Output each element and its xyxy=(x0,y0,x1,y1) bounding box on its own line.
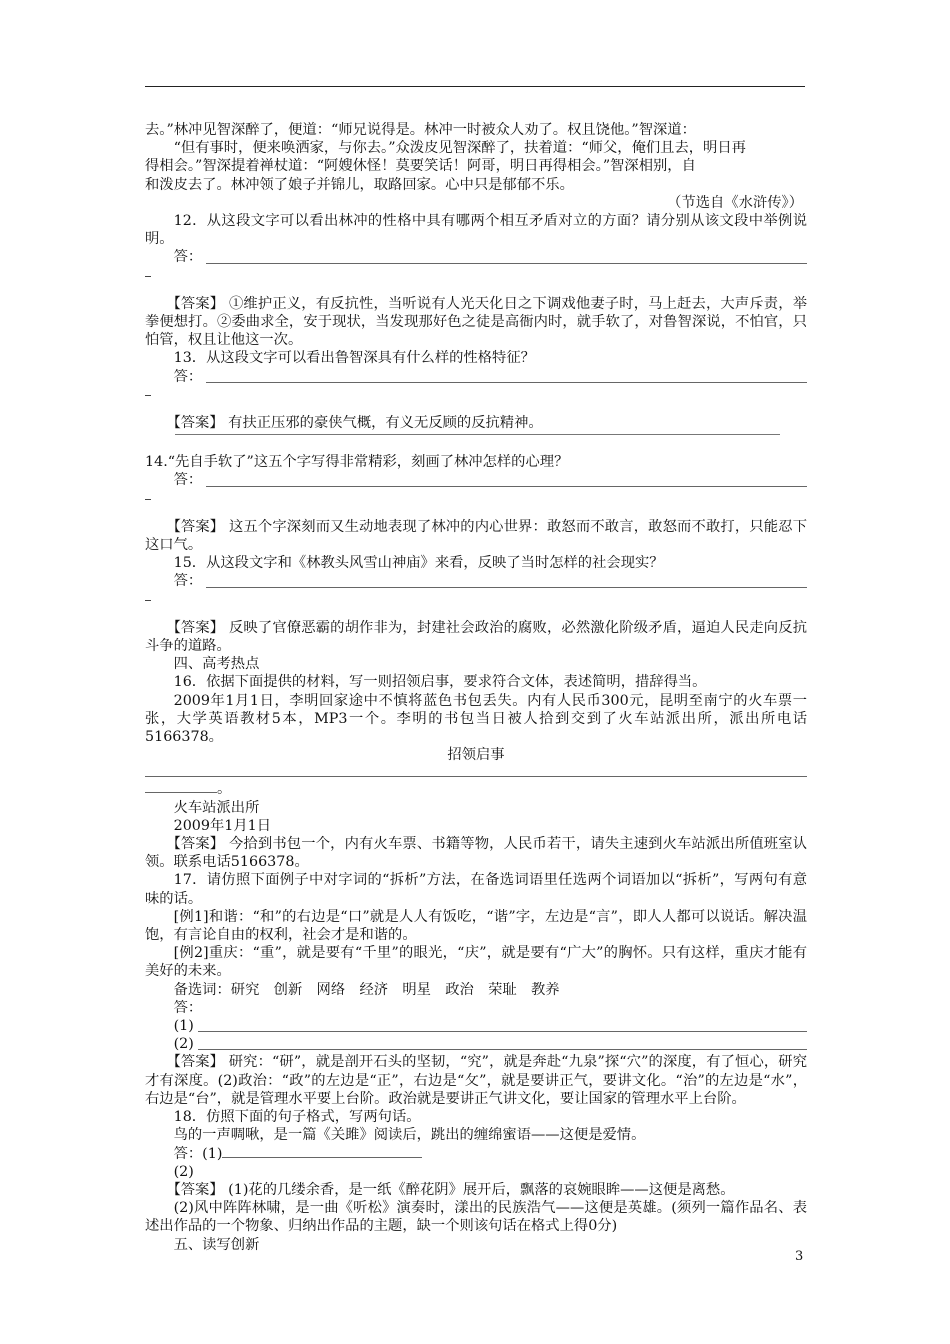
page-number: 3 xyxy=(795,1249,804,1264)
notice-sign-office: 火车站派出所 xyxy=(173,799,260,816)
answer-line-12[interactable] xyxy=(145,248,807,266)
answer-key-15: 【答案】 反映了官僚恶霸的胡作非为，封建社会政治的腐败，必然激化阶级矛盾，逼迫人民走向反抗斗争的道路。 xyxy=(145,619,807,655)
answer-line-14[interactable] xyxy=(145,471,807,489)
answer-label: 答： xyxy=(173,573,203,590)
question-16-material: 2009年1月1日，李明回家途中不慎将蓝色书包丢失。内有人民币300元，昆明至南宁的火车票一张，大学英语教材5本，MP3一个。李明的书包当日被人拾到交到了火车站派出所，派出所电话5166378。 xyxy=(145,692,807,746)
answer-key-13: 【答案】 有扶正压邪的豪侠气概，有义无反顾的反抗精神。 xyxy=(166,415,543,432)
notice-body-line[interactable] xyxy=(145,764,807,780)
answer-label: 答： xyxy=(173,249,203,266)
section-heading-5: 五、读写创新 xyxy=(173,1236,260,1253)
dash-mark xyxy=(145,267,807,285)
answer-key-18-2: (2)风中阵阵林啸，是一曲《听松》演奏时，漾出的民族浩气——这便是英雄。(须列一篇作品名、表述出作品的一个物象、归纳出作品的主题，缺一个则该句话在格式上得0分) xyxy=(145,1200,807,1235)
answer-key-18-1: 【答案】 (1)花的几缕余香，是一纸《醉花阴》展开后，飘落的哀婉眼眸——这便是离愁。 xyxy=(166,1181,735,1198)
answer-label: 答： xyxy=(173,368,203,385)
answer-key-12: 【答案】 ①维护正义，有反抗性，当听说有人光天化日之下调戏他妻子时，马上赶去，大声斥责，举拳便想打。②委曲求全，安于现状，当发现那好色之徒是高衙内时，就手软了，对鲁智深说，不怕官，只怕管，权且让他这一次。 xyxy=(145,295,807,349)
notice-title: 招领启事 xyxy=(447,747,505,764)
answer-line-17-2[interactable] xyxy=(145,1035,807,1053)
question-17-words: 备选词：研究 创新 网络 经济 明星 政治 荣耻 教养 xyxy=(173,981,560,998)
answer-key-17: 【答案】 研究：“研”，就是剖开石头的坚韧，“究”，就是奔赴“九泉”探“穴”的深度，有了恒心，研究才有深度。(2)政治：“政”的左边是“正”，右边是“攵”，就是要讲正气，要讲文化。“治”的左边是“水”，右边是“台”，就是管理水平要上台阶。政治就是要讲正气讲文化，要让国家的管理水平上台阶。 xyxy=(145,1054,807,1107)
notice-body-line-2[interactable] xyxy=(145,780,807,798)
dash-mark xyxy=(145,591,807,609)
header-rule xyxy=(145,86,805,87)
passage-line: 去。”林冲见智深醉了，便道：“师兄说得是。林冲一时被众人劝了。权且饶他。”智深道： xyxy=(145,122,696,138)
question-17: 17．请仿照下面例子中对字词的“拆析”方法，在备选词语里任选两个词语加以“拆析”，写两句有意味的话。 xyxy=(145,872,807,907)
answer-label: 答：(1) xyxy=(173,1145,223,1162)
answer-key-16: 【答案】 今拾到书包一个，内有火车票、书籍等物，人民币若干，请失主速到火车站派出所值班室认领。联系电话5166378。 xyxy=(145,836,807,871)
dash-mark xyxy=(145,490,807,508)
answer-key-14: 【答案】 这五个字深刻而又生动地表现了林冲的内心世界：敢怒而不敢言，敢怒而不敢打，只能忍下这口气。 xyxy=(145,518,807,554)
section-heading-4: 四、高考热点 xyxy=(173,656,260,673)
question-18: 18．仿照下面的句子格式，写两句话。 xyxy=(173,1109,421,1126)
notice-period: 。 xyxy=(217,781,232,798)
answer-line-17-1[interactable] xyxy=(145,1017,807,1035)
passage-line: 得相会。”智深提着禅杖道：“阿嫂休怪！莫要笑话！阿哥，明日再得相会。”智深相别，自 xyxy=(145,158,696,175)
answer-line-18-2[interactable]: (2) xyxy=(173,1163,194,1180)
answer-line-18-1[interactable] xyxy=(145,1145,807,1163)
question-17-example-1: [例1]和谐：“和”的右边是“口”就是人人有饭吃，“谐”字，左边是“言”，即人人都可以说话。解决温饱，有言论自由的权利，社会才是和谐的。 xyxy=(145,908,807,944)
question-15: 15．从这段文字和《林教头风雪山神庙》来看，反映了当时怎样的社会现实？ xyxy=(173,555,664,572)
answer-line-15[interactable] xyxy=(145,572,807,590)
passage-line: 和泼皮去了。林冲领了娘子并锦儿，取路回家。心中只是郁郁不乐。 xyxy=(145,176,574,193)
answer-number: (2) xyxy=(173,1036,194,1053)
answer-label: 答： xyxy=(173,472,203,489)
question-14: 14.“先自手软了”这五个字写得非常精彩，刻画了林冲怎样的心理？ xyxy=(145,454,569,471)
question-12: 12．从这段文字可以看出林冲的性格中具有哪两个相互矛盾对立的方面？请分别从该文段中举例说明。 xyxy=(145,213,807,248)
answer-number: (1) xyxy=(173,1018,194,1035)
answer-line-13[interactable] xyxy=(145,368,807,386)
notice-sign-date: 2009年1月1日 xyxy=(173,817,272,834)
question-13: 13．从这段文字可以看出鲁智深具有什么样的性格特征？ xyxy=(173,350,535,367)
document-body xyxy=(145,121,807,1254)
question-18-example: 鸟的一声啁啾，是一篇《关雎》阅读后，跳出的缠绵蜜语——这便是爱情。 xyxy=(173,1127,646,1144)
answer-label-17: 答： xyxy=(173,999,203,1016)
passage-source: （节选自《水浒传》） xyxy=(667,194,803,211)
question-17-example-2: [例2]重庆：“重”，就是要有“千里”的眼光，“庆”，就是要有“广大”的胸怀。只有这样，重庆才能有美好的未来。 xyxy=(145,945,807,980)
question-16: 16．依据下面提供的材料，写一则招领启事，要求符合文体，表述简明，措辞得当。 xyxy=(173,674,707,691)
dash-mark xyxy=(145,386,807,404)
passage-line: “但有事时，便来唤洒家，与你去。”众泼皮见智深醉了，扶着道：“师父，俺们且去，明日再 xyxy=(173,140,746,157)
